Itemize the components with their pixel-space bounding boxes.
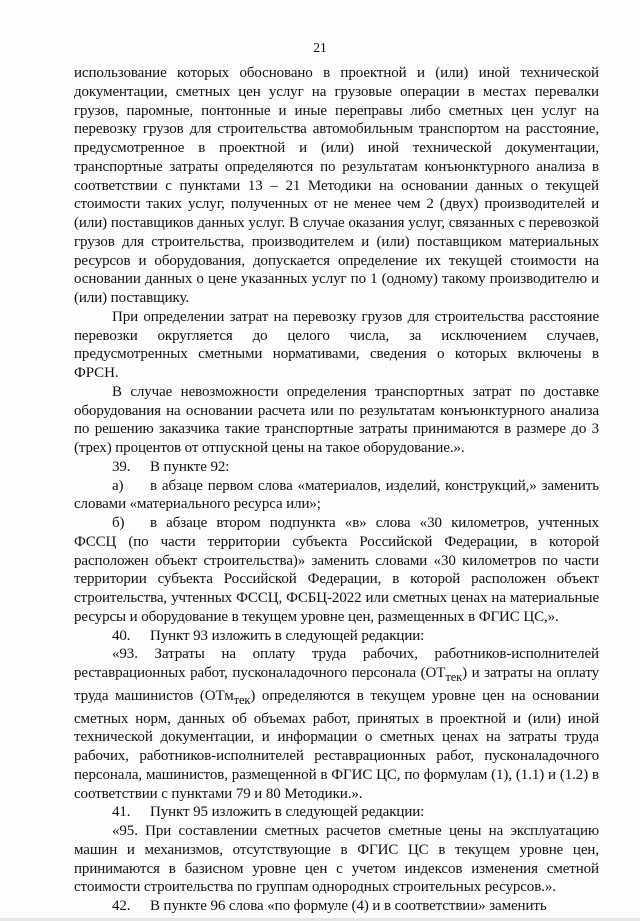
- list-item-40: [74, 627, 599, 646]
- paragraph-continuation: использование которых обосновано в проектной и (или) иной технической документации, сметных цен услуг на грузовые операции в местах перевалки грузов, паромные, понтонные и иные переправы либо сметных цен услуг на перевозку грузов для строительства автомобильным транспортом на расстояние, предусмотренное в проектной и (или) иной технической документации, транспортные затраты определяются по результатам конъюнктурного анализа в соответствии с пунктами 13 – 21 Методики на основании данных о текущей стоимости таких услуг, полученных от не менее чем 2 (двух) производителей и (или) поставщиков данных услуг. В случае оказания услуг, связанных с перевозкой грузов для строительства, производителем и (или) поставщиком материальных ресурсов и оборудования, допускается определение их текущей стоимости на основании данных о цене указанных услуг по 1 (одному) такому производителю и (или) поставщику.: [74, 65, 599, 306]
- list-item-39: [74, 458, 599, 477]
- paragraph-point-95: «95. При составлении сметных расчетов сметные цены на эксплуатацию машин и механизмов, отсутствующие в ФГИС ЦС в текущем уровне цен, принимаются в базисном уровне цен с учетом индексов изменения сметной стоимости строительства по группам однородных строительных ресурсов.».: [74, 823, 599, 896]
- item-text: В пункте 96 слова «по формуле (4) и в соответствии» заменить: [150, 898, 547, 914]
- list-item-41: [74, 803, 599, 822]
- text-segment: ) определяются в текущем уровне цен на основании сметных норм, данных об объемах работ, принятых в проектной и (или) иной технической документации, и информации о сметных ценах на затраты труда рабочих, работников-исполнителей реставрационных работ, пусконаладочного персонала, машинистов, размещенной в ФГИС ЦС, по формулам (1), (1.1) и (1.2) в соответствии с пунктами 79 и 80 Методики.».: [74, 687, 599, 802]
- text-segment: «93. Затраты на оплату труда рабочих, работников-исполнителей реставрационных работ, пусконаладочного персонала (ОТ: [74, 646, 599, 681]
- page-number: 21: [313, 40, 327, 55]
- item-text: В пункте 92:: [150, 458, 230, 475]
- list-item-39a: [74, 477, 599, 515]
- item-text: Пункт 93 изложить в следующей редакции:: [150, 627, 425, 644]
- document-body: [74, 64, 599, 916]
- text-segment: ) и затраты на оплату труда машинистов (ОТм: [74, 665, 599, 704]
- subscript: тек: [445, 670, 463, 684]
- item-letter: а): [112, 477, 124, 494]
- item-number: 42.: [112, 898, 131, 914]
- item-number: 41.: [112, 804, 131, 821]
- subscript: тек: [233, 692, 251, 707]
- paragraph-transport-distance: При определении затрат на перевозку грузов для строительства расстояние перевозки округляется до целого числа, за исключением случаев, предусмотренных сметными нормативами, сведения о которых включены в ФРСН.: [74, 308, 599, 381]
- paragraph-point-93: [74, 645, 599, 803]
- list-item-42: [74, 897, 599, 916]
- item-number: 40.: [112, 627, 131, 644]
- item-text: в абзаце втором подпункта «в» слова «30 километров, учтенных ФССЦ (по части территории субъекта Российской Федерации, в которой расположен объект строительства)» заменить словами «30 километров по части территории субъекта Российской Федерации, в которой расположен объект строительства, учтенных ФССЦ, ФСБЦ-2022 или сметных ценах на материальные ресурсы и оборудование в текущем уровне цен, размещенных в ФГИС ЦС,».: [74, 515, 599, 625]
- item-text: в абзаце первом слова «материалов, изделий, конструкций,» заменить словами «материального ресурса или»;: [74, 477, 599, 513]
- item-letter: б): [112, 515, 125, 531]
- paragraph-equipment-transport: В случае невозможности определения транспортных затрат по доставке оборудования на основании расчета или по результатам конъюнктурного анализа по решению заказчика такие транспортные затраты принимаются в размере до 3 (трех) процентов от отпускной цены на такое оборудование.».: [74, 383, 599, 456]
- item-number: 39.: [112, 458, 131, 475]
- list-item-39b: [74, 514, 599, 627]
- item-text: Пункт 95 изложить в следующей редакции:: [150, 804, 425, 821]
